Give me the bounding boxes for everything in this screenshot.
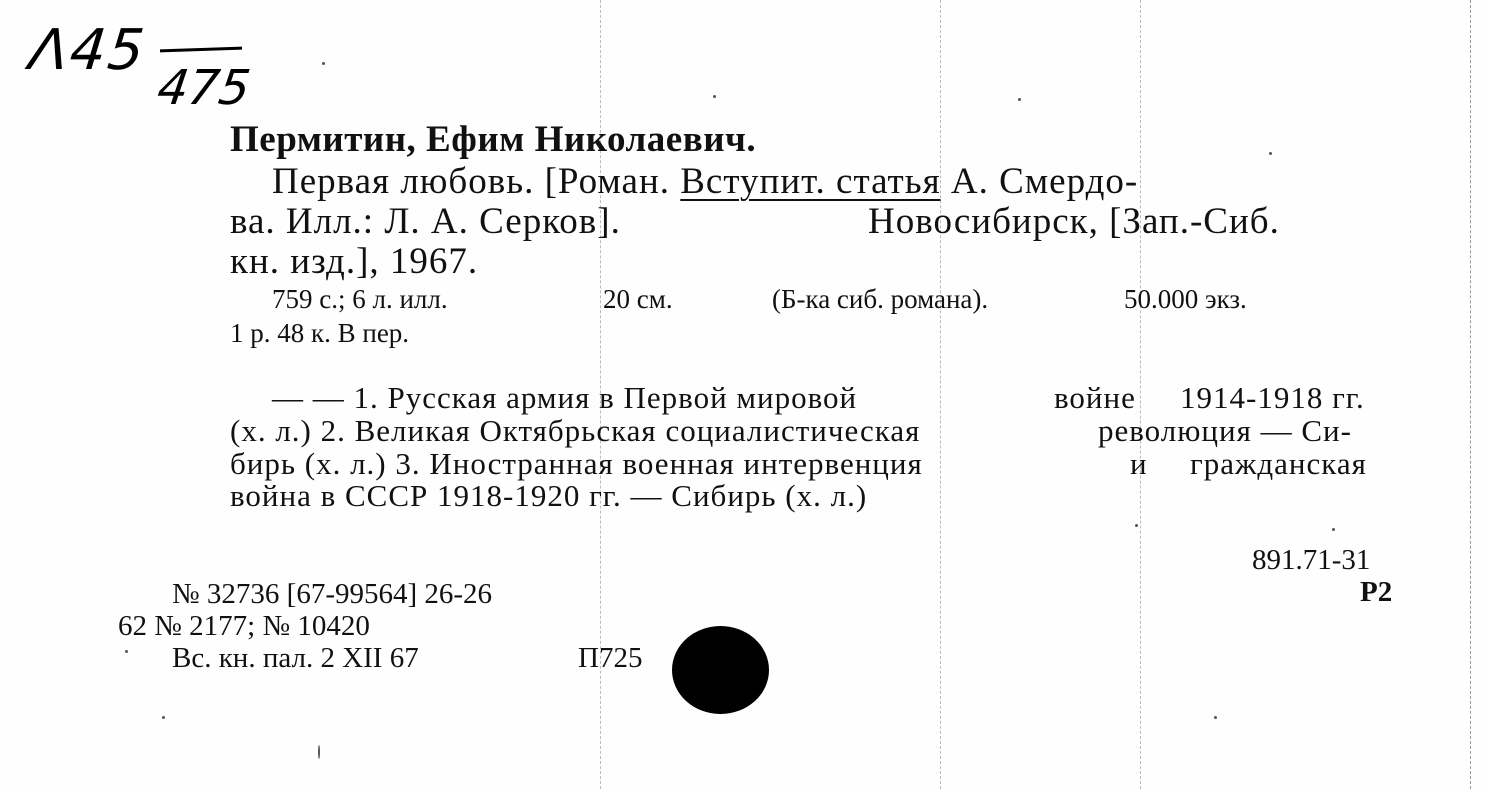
series: (Б-ка сиб. романа). [772, 284, 989, 314]
subject-line-3c: гражданская [1190, 446, 1367, 481]
title-line-1 [272, 160, 1138, 203]
scan-speck [1332, 528, 1335, 531]
registration-line-1: № 32736 [67-99564] 26-26 [172, 578, 493, 610]
scan-speck [125, 650, 128, 653]
registration-line-2: 62 № 2177; № 10420 [118, 610, 370, 642]
handwritten-shelf-subcode: 475 [154, 60, 254, 116]
title-line-2b: Новосибирск, [Зап.-Сиб. [868, 201, 1280, 242]
title-underlined-text: Вступит. статья [680, 161, 941, 202]
handwritten-fraction-line [160, 47, 242, 53]
subject-line-1c: 1914-1918 гг. [1180, 380, 1365, 415]
pages: 759 с.; 6 л. илл. [272, 284, 448, 314]
scan-speck [318, 745, 320, 759]
registration-line-3: Вс. кн. пал. 2 XII 67 [172, 642, 419, 674]
library-class-code: Р2 [1360, 576, 1393, 608]
title-text: Первая любовь. [Роман. [272, 161, 681, 202]
scan-speck [1135, 524, 1138, 527]
scan-speck [1018, 98, 1021, 101]
subject-line-1b: войне [1054, 380, 1136, 415]
scan-speck [1214, 716, 1217, 719]
author-heading: Пермитин, Ефим Николаевич. [230, 119, 757, 160]
subject-line-1a: — — 1. Русская армия в Первой мировой [272, 380, 858, 415]
scan-rule [1470, 0, 1471, 789]
title-line-2a: ва. Илл.: Л. А. Серков]. [230, 201, 621, 242]
price: 1 р. 48 к. В пер. [230, 318, 410, 348]
scan-rule [940, 0, 941, 789]
scan-speck [162, 716, 165, 719]
scan-speck [713, 95, 716, 98]
print-code: П725 [578, 642, 643, 674]
subject-line-2a: (х. л.) 2. Великая Октябрьская социалистическая [230, 413, 921, 448]
scan-speck [1269, 152, 1272, 155]
handwritten-shelf-code: Λ45 [26, 18, 149, 83]
subject-line-3a: бирь (х. л.) 3. Иностранная военная интервенция [230, 446, 923, 481]
subject-line-3b: и [1130, 446, 1148, 481]
card-punch-hole [672, 626, 769, 714]
udc-class: 891.71-31 [1252, 544, 1371, 576]
scan-rule [1140, 0, 1141, 789]
subject-line-4: война в СССР 1918-1920 гг. — Сибирь (х. л.) [230, 478, 868, 513]
copies: 50.000 экз. [1124, 284, 1247, 314]
subject-line-2b: революция — Си- [1098, 413, 1352, 448]
title-text: А. Смердо- [940, 161, 1139, 202]
size: 20 см. [603, 284, 673, 314]
scan-speck [322, 62, 325, 65]
title-line-3: кн. изд.], 1967. [230, 241, 479, 282]
